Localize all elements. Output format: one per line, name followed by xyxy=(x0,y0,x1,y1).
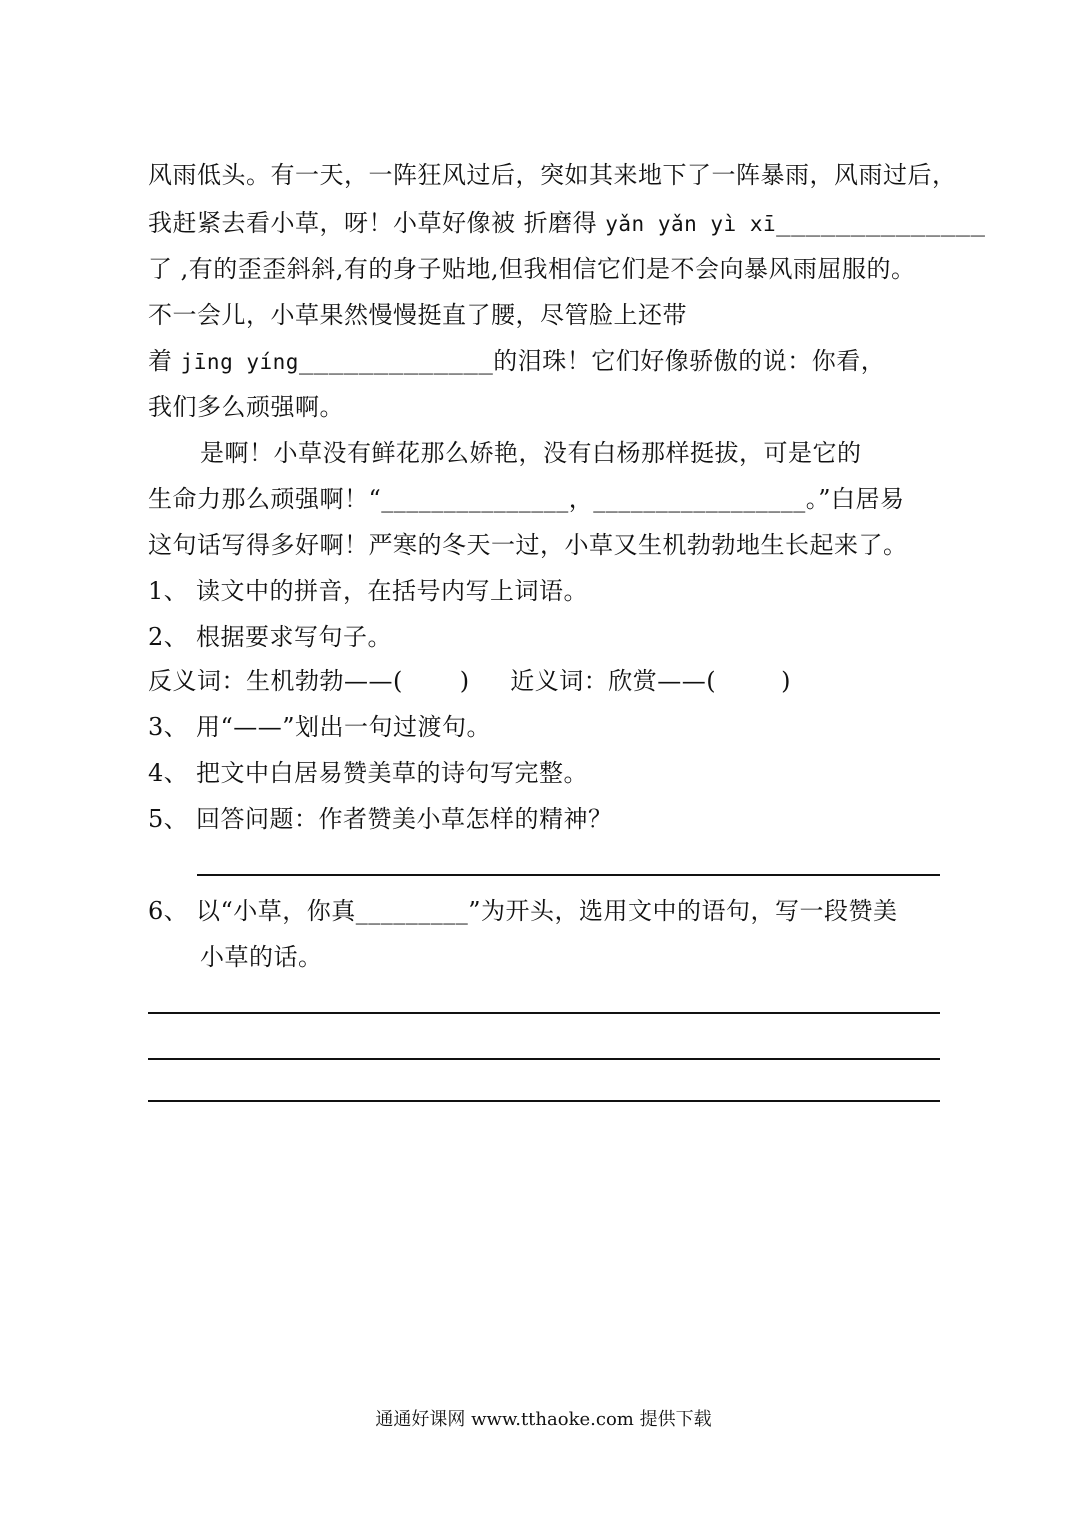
passage-line-5-text-a: 着 xyxy=(148,347,181,375)
question-2-synonyms[interactable]: 反义词：生机勃勃——( ) 近义词：欣赏——( ) xyxy=(148,667,792,695)
pinyin-jingying: jīng yíng xyxy=(180,350,299,374)
answer-line-q6-3[interactable] xyxy=(148,1100,940,1102)
question-text: 回答问题：作者赞美小草怎样的精神？ xyxy=(196,805,613,833)
answer-line-q6-2[interactable] xyxy=(148,1058,940,1060)
passage-line-2-text: 我赶紧去看小草，呀！小草好像被 折磨得 xyxy=(148,209,606,237)
answer-line-q5[interactable] xyxy=(197,874,940,876)
question-1 xyxy=(148,574,948,608)
question-number: 1、 xyxy=(148,577,189,605)
answer-blank-1[interactable]: ______________ xyxy=(776,209,986,237)
question-text: 读文中的拼音，在括号内写上词语。 xyxy=(196,577,588,605)
passage-line-6: 我们多么顽强啊。 xyxy=(148,393,344,421)
question-text: 根据要求写句子。 xyxy=(196,623,392,651)
question-6-continued: 小草的话。 xyxy=(200,943,323,971)
question-4 xyxy=(148,756,948,790)
pinyin-yanyanyixi: yǎn yǎn yì xī xyxy=(605,212,777,236)
question-text: 以“小草，你真_________”为开头，选用文中的语句，写一段赞美 xyxy=(196,897,898,925)
question-number: 6、 xyxy=(148,897,189,925)
question-text: 把文中白居易赞美草的诗句写完整。 xyxy=(196,759,588,787)
answer-line-q6-1[interactable] xyxy=(148,1012,940,1014)
question-5 xyxy=(148,802,948,836)
question-number: 5、 xyxy=(148,805,189,833)
passage-line-2 xyxy=(148,206,986,241)
question-6 xyxy=(148,894,948,928)
page-footer: 通通好课网 www.tthaoke.com 提供下载 xyxy=(375,1409,712,1430)
question-number: 3、 xyxy=(148,713,189,741)
passage-line-5 xyxy=(148,344,948,379)
question-2 xyxy=(148,620,948,654)
passage-line-7: 是啊！小草没有鲜花那么娇艳，没有白杨那样挺拔，可是它的 xyxy=(200,439,862,467)
passage-line-1: 风雨低头。有一天，一阵狂风过后，突如其来地下了一阵暴雨，风雨过后， xyxy=(148,161,957,189)
question-number: 2、 xyxy=(148,623,189,651)
passage-line-9: 这句话写得多好啊！严寒的冬天一过，小草又生机勃勃地生长起来了。 xyxy=(148,531,908,559)
passage-line-3: 了 ,有的歪歪斜斜,有的身子贴地,但我相信它们是不会向暴风雨屈服的。 xyxy=(148,255,916,283)
answer-blank-2[interactable]: _____________ xyxy=(298,347,494,375)
passage-line-5-text-b: 的泪珠！它们好像骄傲的说：你看， xyxy=(493,347,886,375)
question-3 xyxy=(148,710,948,744)
question-number: 4、 xyxy=(148,759,189,787)
question-text: 用“——”划出一句过渡句。 xyxy=(196,713,492,741)
passage-line-4: 不一会儿，小草果然慢慢挺直了腰，尽管脸上还带 xyxy=(148,301,687,329)
passage-line-8[interactable]: 生命力那么顽强啊！“_______________，_________________。”白居易 xyxy=(148,485,905,513)
